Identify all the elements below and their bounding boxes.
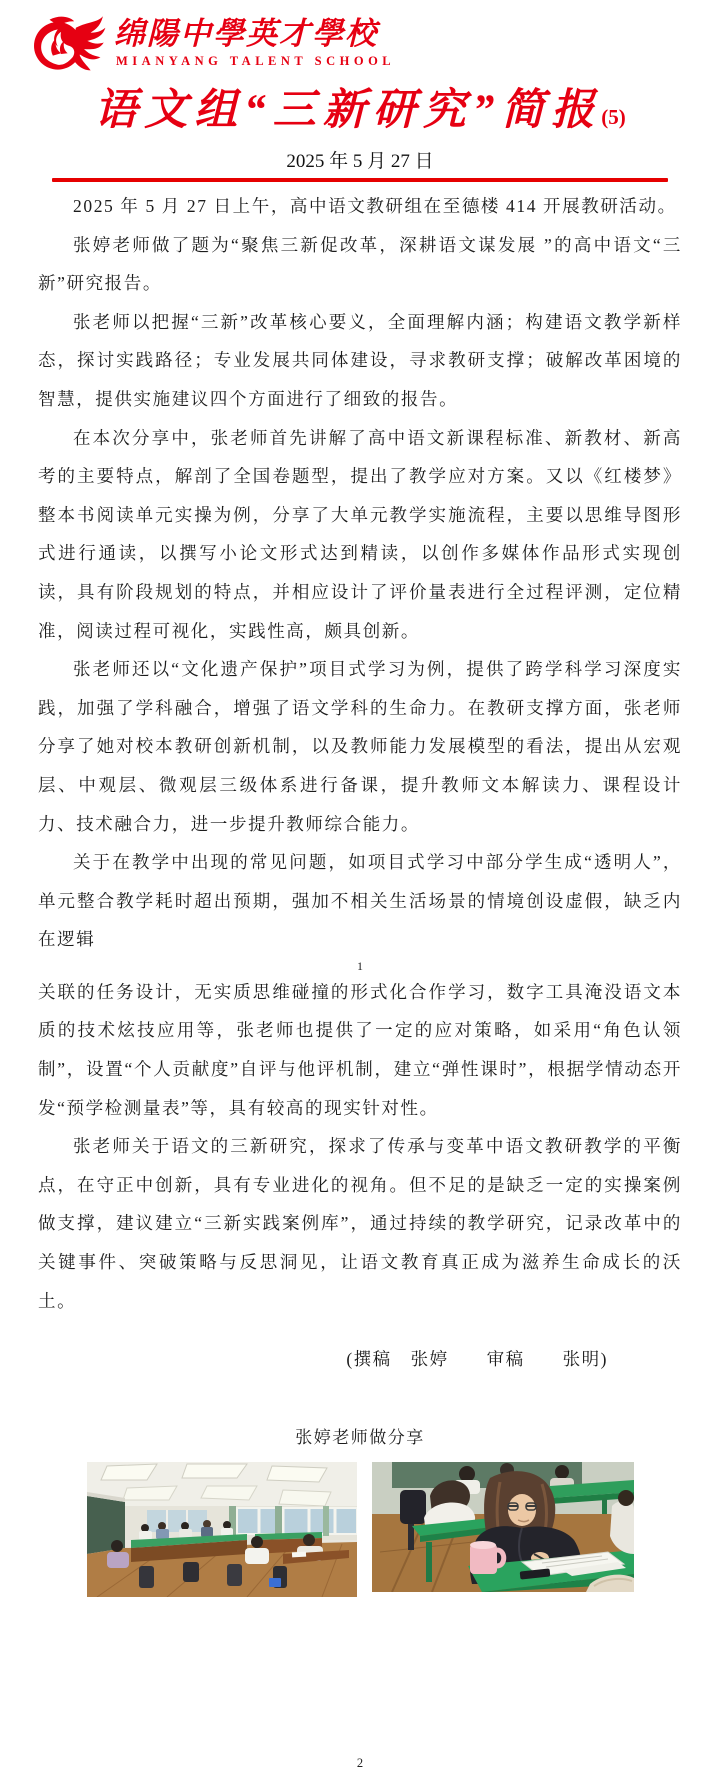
article-body: [38, 187, 682, 1320]
document-title-text: 语文组“三新研究”简报: [94, 87, 602, 134]
paragraph-5: 张老师还以“文化遗产保护”项目式学习为例，提供了跨学科学习深度实践，加强了学科融合，增强了语文学科的生命力。在教研支撑方面，张老师分享了她对校本教研创新机制，以及教师能力发展模型的看法，提出从宏观层、中观层、微观层三级体系进行备课，提升教师文本解读力、课程设计力、技术融合力，进一步提升教师综合能力。: [38, 659, 682, 834]
paragraph-3: 张老师以把握“三新”改革核心要义，全面理解内涵；构建语文教学新样态，探讨实践路径；专业发展共同体建设，寻求教研支撑；破解改革困境的智慧，提供实施建议四个方面进行了细致的报告。: [38, 311, 682, 409]
document-title: [0, 85, 720, 143]
paragraph-1: 2025 年 5 月 27 日上午，高中语文教研组在至德楼 414 开展教研活动。: [73, 196, 677, 216]
school-logo-icon: [24, 13, 108, 77]
paragraph-2: 张婷老师做了题为“聚焦三新促改革，深耕语文谋发展 ”的高中语文“三新”研究报告。: [38, 234, 682, 294]
paragraph-6-part-a: 关于在教学中出现的常见问题，如项目式学习中部分学生成“透明人”，单元整合教学耗时超出预期，强加不相关生活场景的情境创设虚假，缺乏内在逻辑: [38, 852, 682, 950]
school-header: [0, 0, 720, 77]
photo-row: [0, 1462, 720, 1597]
page-2-number: 2: [356, 1756, 364, 1770]
school-name-chinese: 绵陽中學英才學校: [114, 16, 378, 51]
school-name-english: MIANYANG TALENT SCHOOL: [116, 54, 396, 68]
paragraph-7: 张老师关于语文的三新研究，探求了传承与变革中语文教研教学的平衡点，在守正中创新，具有专业进化的视角。但不足的是缺乏一定的实操案例做支撑，建议建立“三新实践案例库”，通过持续的教学研究，记录改革中的关键事件、突破策略与反思洞见，让语文教育真正成为滋养生命成长的沃土。: [38, 1136, 682, 1311]
photo-teacher-reading-closeup: [372, 1462, 634, 1592]
photo-caption: 张婷老师做分享: [295, 1428, 425, 1448]
byline-signature: (撰稿 张婷 审稿 张明): [346, 1349, 608, 1370]
paragraph-4: 在本次分享中，张老师首先讲解了高中语文新课程标准、新教材、新高考的主要特点，解剖了全国卷题型，提出了教学应对方案。又以《红楼梦》整本书阅读单元实操为例，分享了大单元教学实施流程，主要以思维导图形式进行通读，以撰写小论文形式达到精读，以创作多媒体作品形式实现创读，具有阶段规划的特点，并相应设计了评价量表进行全过程评测，定位精准，阅读过程可视化，实践性高，颇具创新。: [38, 427, 682, 641]
page-1-number-marker: 1: [357, 958, 363, 973]
red-divider-line: [52, 178, 668, 182]
document-date: 2025 年 5 月 27 日: [286, 151, 434, 172]
paragraph-6-part-b: 关联的任务设计，无实质思维碰撞的形式化合作学习，数字工具淹没语文本质的技术炫技应用等，张老师也提供了一定的应对策略，如采用“角色认领制”，设置“个人贡献度”自评与他评机制，建立“弹性课时”，根据学情动态开发“预学检测量表”等，具有较高的现实针对性。: [38, 981, 682, 1118]
school-name-block: [114, 13, 395, 69]
photo-classroom-wide-view: [87, 1462, 357, 1597]
issue-number: (5): [601, 105, 626, 129]
